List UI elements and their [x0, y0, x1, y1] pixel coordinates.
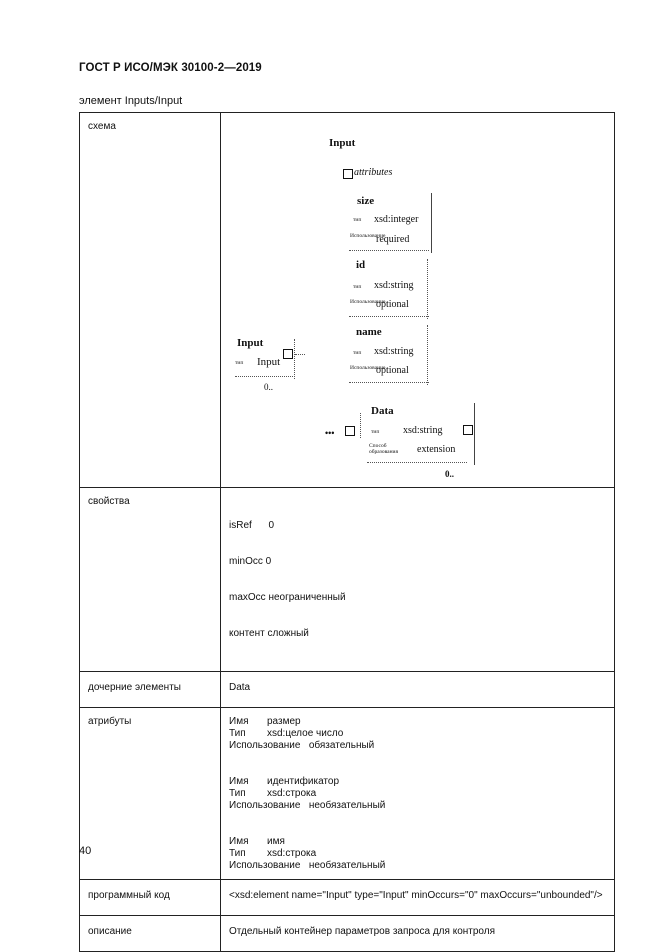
page-number: 40 — [79, 845, 92, 857]
description-value: Отдельный контейнер параметров запроса для контроля — [221, 916, 615, 952]
attr-id-use-label: Использование — [350, 299, 386, 305]
element-caption: элемент Inputs/Input — [79, 95, 183, 107]
attr-type-key: Тип — [229, 848, 246, 859]
attr-name-divider — [349, 382, 429, 383]
attr-id-divider — [349, 316, 429, 317]
code-value: <xsd:element name="Input" type="Input" minOccurs="0" maxOccurs="unbounded"/> — [221, 880, 615, 916]
input-box-border — [294, 339, 295, 379]
element-spec-table — [79, 112, 615, 952]
input-sequence-icon — [283, 349, 293, 359]
data-ellipsis-icon: ••• — [325, 428, 335, 438]
properties-row — [80, 488, 615, 672]
attributes-row-label: атрибуты — [80, 708, 221, 880]
attr-type-value: xsd:целое число — [267, 728, 344, 739]
attr-id-type-label: тип — [353, 284, 362, 290]
attr-id-border — [427, 259, 428, 319]
attributes-row-value — [221, 708, 615, 880]
attr-type-value: xsd:строка — [267, 788, 317, 799]
attr-name-type-label: тип — [353, 350, 362, 356]
prop-line: контент сложный — [229, 628, 309, 639]
data-box-name: Data — [371, 405, 394, 417]
attr-name-type: xsd:string — [374, 346, 414, 357]
data-box-type: xsd:string — [403, 425, 443, 436]
attr-size-use: required — [376, 234, 410, 245]
attr-size-use-label: Использование — [350, 233, 386, 239]
data-box-border — [474, 403, 475, 465]
prop-line: minOcc 0 — [229, 556, 272, 567]
schema-top-title: Input — [329, 137, 356, 149]
data-box-divider — [367, 462, 467, 463]
attr-size-type-label: тип — [353, 217, 362, 223]
attr-name-value: размер — [267, 716, 301, 727]
attributes-row — [80, 708, 615, 880]
attr-use-value: необязательный — [308, 800, 386, 811]
attr-name-key: Имя — [229, 836, 249, 847]
attr-id-type: xsd:string — [374, 280, 414, 291]
attr-name-use: optional — [376, 365, 409, 376]
attr-id-use: optional — [376, 299, 409, 310]
attr-size-border — [431, 193, 432, 253]
data-box-occurs: 0.. — [445, 469, 454, 479]
attr-use-key: Использование — [229, 740, 301, 751]
schema-diagram — [221, 113, 615, 505]
attr-size-name: size — [357, 195, 375, 207]
attr-use-value: необязательный — [308, 860, 386, 871]
data-sequence-icon — [345, 426, 355, 436]
data-box-derivation: extension — [417, 444, 456, 455]
data-box-type-label: тип — [371, 429, 380, 435]
attr-name-name: name — [356, 326, 382, 338]
input-box-type: Input — [257, 356, 281, 368]
attr-size-type: xsd:integer — [374, 214, 419, 225]
prop-line: maxOcc неограниченный — [229, 592, 346, 603]
attr-use-key: Использование — [229, 800, 301, 811]
data-box-derivation-label: Способ образования — [369, 443, 399, 455]
children-row — [80, 672, 615, 708]
properties-label: свойства — [80, 488, 221, 672]
code-row — [80, 880, 615, 916]
page-header: ГОСТ Р ИСО/МЭК 30100-2—2019 — [79, 62, 262, 74]
attr-type-value: xsd:строка — [267, 848, 317, 859]
prop-line: isRef 0 — [229, 520, 275, 531]
schema-cell — [221, 113, 615, 488]
input-box-divider — [235, 376, 293, 377]
attr-size-divider — [349, 250, 429, 251]
attr-group — [229, 716, 606, 752]
code-label: программный код — [80, 880, 221, 916]
attributes-label: attributes — [354, 167, 393, 178]
attr-name-border — [427, 325, 428, 385]
attr-name-value: идентификатор — [267, 776, 340, 787]
description-row — [80, 916, 615, 952]
attr-name-key: Имя — [229, 716, 249, 727]
attributes-box-icon — [343, 169, 353, 179]
attr-use-key: Использование — [229, 860, 301, 871]
schema-label: схема — [80, 113, 221, 488]
attr-group — [229, 836, 606, 872]
input-box-occurs: 0.. — [264, 382, 273, 392]
attr-name-value: имя — [267, 836, 285, 847]
input-box-name: Input — [237, 337, 264, 349]
input-box-type-label: тип — [235, 360, 244, 366]
data-connector — [360, 413, 361, 438]
children-label: дочерние элементы — [80, 672, 221, 708]
properties-value — [221, 488, 615, 672]
attr-type-key: Тип — [229, 728, 246, 739]
attr-name-use-label: Использование — [350, 365, 386, 371]
attr-group — [229, 776, 606, 812]
input-connector — [295, 354, 305, 355]
children-value: Data — [221, 672, 615, 708]
attr-type-key: Тип — [229, 788, 246, 799]
attr-id-name: id — [356, 259, 366, 271]
attr-name-key: Имя — [229, 776, 249, 787]
data-type-icon — [463, 425, 473, 435]
schema-row — [80, 113, 615, 488]
attr-use-value: обязательный — [308, 740, 375, 751]
description-label: описание — [80, 916, 221, 952]
